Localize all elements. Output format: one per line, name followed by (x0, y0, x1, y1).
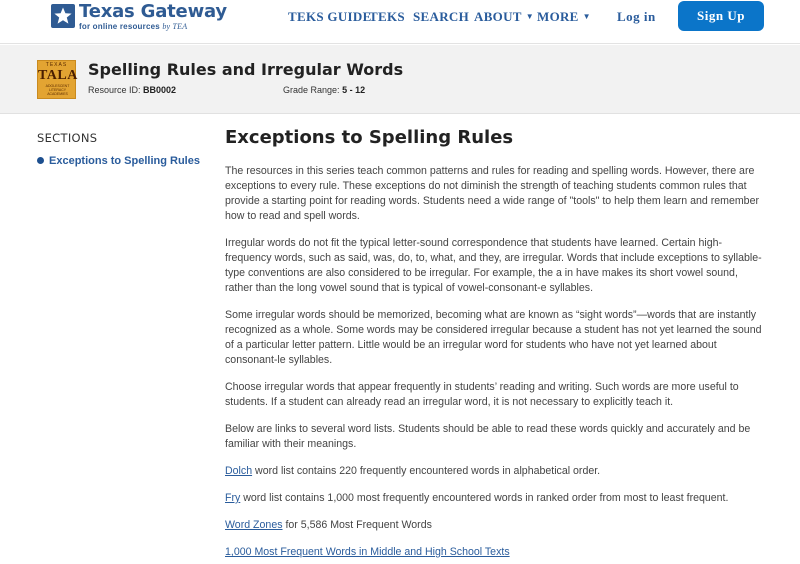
most-frequent-words-link[interactable]: 1,000 Most Frequent Words in Middle and High School Texts (225, 546, 510, 558)
paragraph-links-intro: Below are links to several word lists. Students should be able to read these words quickly and accurately and be familiar with their meanings. (225, 423, 751, 450)
paragraph-choose: Choose irregular words that appear frequently in students’ reading and writing. Such words are more useful to students. If a student can already read an irregular word, it is not necessary to explicitly teach it. (225, 381, 739, 408)
caret-down-icon: ▼ (525, 12, 534, 21)
signup-button[interactable]: Sign Up (678, 1, 764, 31)
word-zones-link[interactable]: Word Zones (225, 519, 283, 531)
list-item (225, 545, 767, 560)
star-icon (51, 4, 75, 28)
nav-teks-guide[interactable]: TEKS GUIDE (288, 9, 372, 24)
sidebar-item-exceptions[interactable]: Exceptions to Spelling Rules (37, 155, 200, 167)
list-item: Dolch word list contains 220 frequently encountered words in alphabetical order. (225, 465, 601, 477)
resource-title: Spelling Rules and Irregular Words (88, 60, 404, 79)
nav-search[interactable]: SEARCH (413, 9, 469, 24)
resource-header (0, 45, 800, 114)
caret-down-icon: ▼ (582, 12, 591, 21)
bullet-icon (37, 157, 44, 164)
resource-id: Resource ID: BB0002 (88, 85, 177, 95)
sections-heading: SECTIONS (37, 131, 98, 145)
logo-title: Texas Gateway (79, 1, 227, 22)
paragraph-sight-words: Some irregular words should be memorized, becoming what are known as “sight words”—words that are instantly recognized as a whole. Some words may be considered irregular because a student has not yet learned the sound of a particular letter pattern. Little would be an irregular word for students who have not yet learned about consonant-le syllables. (225, 309, 762, 366)
login-link[interactable]: Log in (617, 9, 656, 24)
paragraph-intro: The resources in this series teach common patterns and rules for reading and spelling words. However, there are exceptions to every rule. These exceptions do not diminish the strength of teaching students common rules that provide a starting point for reading words. Students need a wide range of "tools" to help them learn and remember how to read and spell words. (225, 165, 759, 222)
top-nav (0, 0, 800, 44)
nav-more[interactable]: MORE ▼ (537, 9, 591, 24)
fry-link[interactable]: Fry (225, 492, 241, 504)
list-item: Word Zones for 5,586 Most Frequent Words (225, 519, 432, 531)
grade-range: Grade Range: 5 - 12 (283, 85, 366, 95)
nav-teks[interactable]: TEKS (369, 9, 405, 24)
list-item: Fry word list contains 1,000 most frequently encountered words in ranked order from most to least frequent. (225, 492, 729, 504)
logo-subtitle: for online resources by TEA (79, 22, 188, 31)
section-title: Exceptions to Spelling Rules (225, 127, 514, 148)
tala-logo: TEXAS TALA ADOLESCENT LITERACY ACADEMIES (37, 60, 76, 99)
dolch-link[interactable]: Dolch (225, 465, 253, 477)
nav-about[interactable]: ABOUT ▼ (474, 9, 534, 24)
paragraph-irregular: Irregular words do not fit the typical letter-sound correspondence that students have learned. Certain high-frequency words, such as said, was, do, to, what, and they, are irregular. Words that include exceptions to syllable-type conventions are also considered to be irregular. For example, the a in have makes its short vowel sound, rather than the long vowel sound that is typical of vowel-consonant-e syllables. (225, 237, 762, 294)
